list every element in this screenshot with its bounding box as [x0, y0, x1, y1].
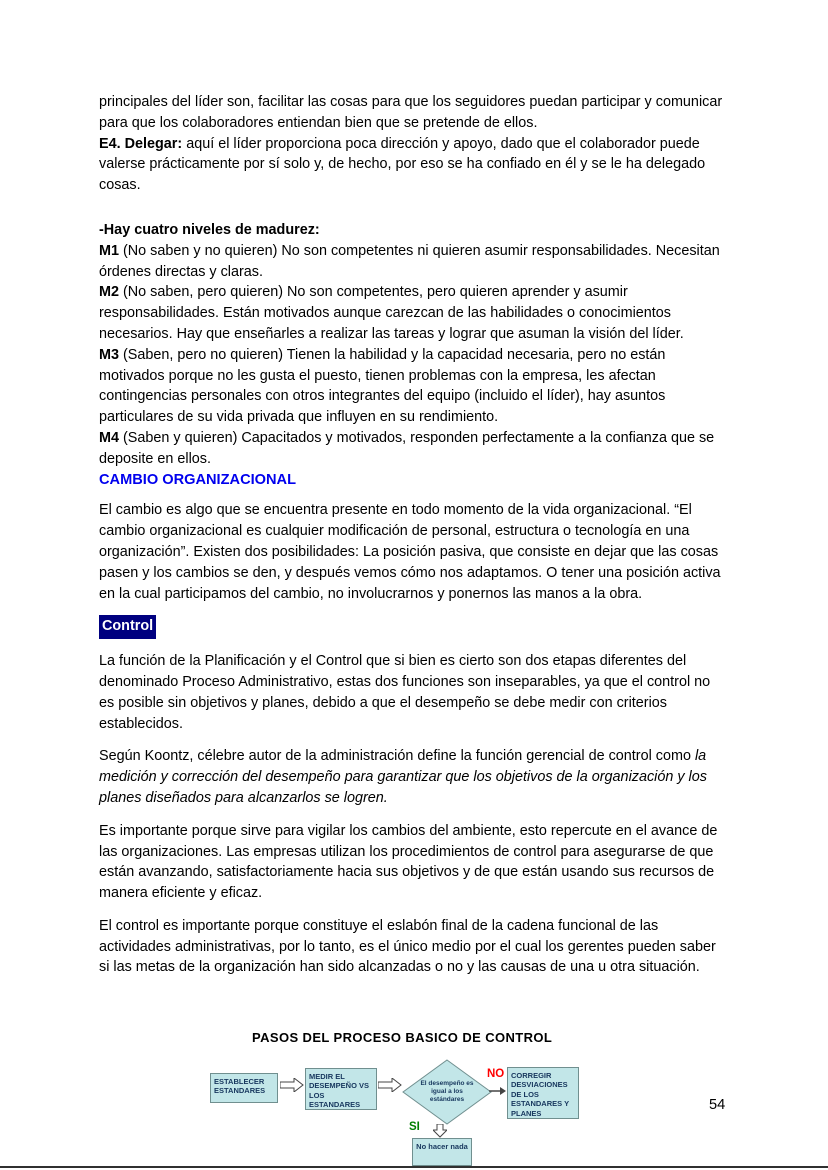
m3-text: (Saben, pero no quieren) Tienen la habilidad y la capacidad necesaria, pero no están motivados porque no les gusta el puesto, tienen problemas con la empresa, les afectan contingencias personales con otros integrantes del equipo (incluido el líder), hay asuntos particulares de su vida privada que influyen en su rendimiento.	[99, 346, 666, 426]
m4-label: M4	[99, 429, 119, 446]
m2-text: (No saben, pero quieren) No son competentes, pero quieren aprender y asumir responsabilidades. Están motivados aunque carezcan de las habilidades o conocimientos necesarios. Hay que enseñarles a realizar las tareas y lograr que asuman la visión del líder.	[99, 284, 684, 342]
m1-text: (No saben y no quieren) No son competentes ni quieren asumir responsabilidades. Necesitan órdenes directas y claras.	[99, 242, 720, 280]
arrow-down-icon	[433, 1124, 447, 1138]
m1-label: M1	[99, 242, 119, 259]
flowchart-label-si: SI	[409, 1121, 420, 1133]
paragraph-control-3: El control es importante porque constituye el eslabón final de la cadena funcional de las actividades administrativas, por lo tanto, es el único medio por el cual los gerentes pueden saber si las metas de la organización han sido alcanzadas o no y las causas de una u otra situación.	[99, 917, 716, 976]
paragraph-control-1: La función de la Planificación y el Control que si bien es cierto son dos etapas diferentes del denominado Proceso Administrativo, estas dos funciones son inseparables, ya que el control no es posible sin objetivos y planes, debido a que el desempeño se debe medir con criterios establecidos.	[99, 653, 711, 732]
heading-niveles-madurez: -Hay cuatro niveles de madurez:	[99, 221, 320, 238]
paragraph-koontz	[99, 746, 729, 808]
paragraph-m2	[99, 282, 729, 344]
koontz-quote: la medición y corrección del desempeño para garantizar que los objetivos de la organización y los planes diseñados para alcanzarlos se logren.	[99, 748, 707, 806]
flowchart-box-no-hacer-nada: No hacer nada	[412, 1138, 472, 1166]
m2-label: M2	[99, 284, 119, 301]
e4-label: E4. Delegar:	[99, 135, 183, 152]
paragraph-control-2: Es importante porque sirve para vigilar los cambios del ambiente, esto repercute en el avance de las organizaciones. Las empresas utilizan los procedimientos de control para asegurarse de que están avanzando, satisfactoriamente hacia sus objetivos y de que están usando sus recursos de manera eficiente y eficaz.	[99, 822, 718, 902]
heading-control-wrapper	[99, 615, 729, 639]
m4-text: (Saben y quieren) Capacitados y motivados, responden perfectamente a la confianza que se deposite en ellos.	[99, 429, 715, 467]
koontz-intro: Según Koontz, célebre autor de la administración define la función gerencial de control como	[99, 748, 691, 765]
paragraph-intro: principales del líder son, facilitar las cosas para que los seguidores puedan participar y comunicar para que los colaboradores entiendan bien que se pretende de ellos.	[99, 94, 723, 131]
document-body	[99, 92, 729, 978]
flowchart-label-no: NO	[487, 1068, 505, 1080]
e4-text: aquí el líder proporciona poca dirección y apoyo, dado que el colaborador puede valerse prácticamente por sí solo y, de hecho, por eso se ha confiado en él y se le ha delegado cosas.	[99, 135, 706, 194]
arrow-right-icon	[280, 1078, 304, 1092]
page-bottom-border	[0, 1166, 828, 1168]
arrow-right-icon	[489, 1086, 507, 1096]
flowchart-proceso-control	[0, 1024, 828, 1170]
paragraph-m4	[99, 428, 729, 470]
arrow-right-icon	[378, 1078, 402, 1092]
flowchart-diamond-text: El desempeño es igual a los estándares	[420, 1080, 474, 1103]
m3-label: M3	[99, 346, 119, 363]
flowchart-box-establecer-estandares: ESTABLECER ESTANDARES	[210, 1073, 278, 1103]
paragraph-e4-delegar	[99, 134, 729, 196]
paragraph-cambio: El cambio es algo que se encuentra presente en todo momento de la vida organizacional. “El cambio organizacional es cualquier modificación de personal, estructura o tecnología en una organización”. Existen dos posibilidades: La posición pasiva, que consiste en dejar que las cosas pasen y los cambios se den, y después vemos cómo nos adaptamos. O tener una posición activa en la cual participamos del cambio, no involucrarnos y ponernos las manos a la obra.	[99, 502, 721, 602]
flowchart-box-corregir-desviaciones: CORREGIR DESVIACIONES DE LOS ESTANDARES Y PLANES	[507, 1067, 579, 1119]
page-number: 54	[709, 1097, 726, 1113]
flowchart-title: PASOS DEL PROCESO BASICO DE CONTROL	[252, 1030, 553, 1045]
paragraph-m1	[99, 241, 729, 283]
paragraph-m3	[99, 345, 729, 428]
heading-cambio-organizacional: CAMBIO ORGANIZACIONAL	[99, 471, 297, 488]
flowchart-box-medir-desempeno: MEDIR EL DESEMPEÑO VS LOS ESTANDARES	[305, 1068, 377, 1110]
flowchart-decision-diamond	[402, 1059, 492, 1125]
heading-control: Control	[99, 615, 156, 639]
